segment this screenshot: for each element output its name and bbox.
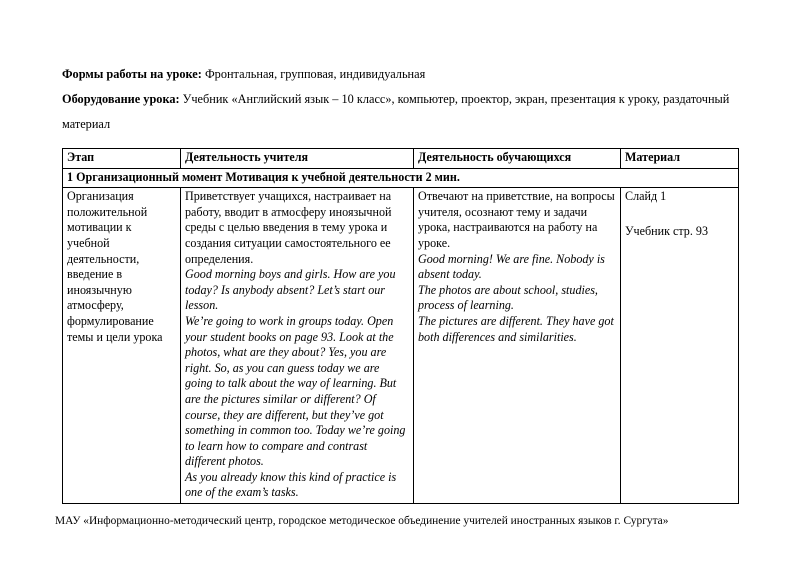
equipment-line [62, 87, 738, 137]
column-header-teacher-activity: Деятельность учителя [181, 149, 414, 169]
column-header-material: Материал [621, 149, 739, 169]
table-header-row [63, 149, 739, 169]
teacher-english-greeting: Good morning boys and girls. How are you today? Is anybody absent? Let’s start our lesson. [185, 267, 396, 313]
material-slide: Слайд 1 [625, 189, 667, 204]
material-textbook: Учебник стр. 93 [625, 223, 708, 238]
document-page [55, 0, 738, 566]
student-russian-text: Отвечают на приветствие, на вопросы учителя, осознают тему и задачи урока, настраиваются на работу на уроке. [418, 189, 615, 250]
forms-of-work-line [62, 62, 738, 87]
section-title-cell: 1 Организационный момент Мотивация к учебной деятельности 2 мин. [63, 168, 739, 188]
forms-of-work-value: Фронтальная, групповая, индивидуальная [201, 67, 426, 81]
lesson-meta-block [62, 0, 738, 137]
student-english-differences: The pictures are different. They have got both differences and similarities. [418, 313, 614, 344]
student-english-greeting: Good morning! We are fine. Nobody is absent today. [418, 251, 605, 282]
table-section-title-row [63, 168, 739, 188]
cell-student-activity [414, 188, 621, 504]
teacher-russian-text: Приветствует учащихся, настраивает на работу, вводит в атмосферу иноязычной среды с целью введения в тему урока и создания ситуации самостоятельного ее определения. [185, 189, 392, 266]
lesson-plan-table [62, 148, 739, 504]
column-header-stage: Этап [63, 149, 181, 169]
cell-teacher-activity [181, 188, 414, 504]
page-footer: МАУ «Информационно-методический центр, городское методическое объединение учителей иностранных языков г. Сургута» [55, 515, 669, 528]
cell-stage [63, 188, 181, 504]
teacher-english-exam-note: As you already know this kind of practice is one of the exam’s tasks. [185, 469, 397, 500]
equipment-value: Учебник «Английский язык – 10 класс», компьютер, проектор, экран, презентация к уроку, раздаточный материал [62, 92, 730, 131]
stage-text: Организация положительной мотивации к учебной деятельности, введение в иноязычную атмосферу, формулирование темы и цели урока [67, 189, 163, 344]
table-row [63, 188, 739, 504]
forms-of-work-label: Формы работы на уроке: [62, 67, 202, 81]
column-header-student-activity: Деятельность обучающихся [414, 149, 621, 169]
equipment-label: Оборудование урока: [62, 92, 180, 106]
cell-material [621, 188, 739, 504]
teacher-english-instructions: We’re going to work in groups today. Open your student books on page 93. Look at the photos, what are they about? Yes, you are right. So, as you can guess today we are going to talk about the way of learning. But are the pictures similar or different? Of course, they are different, but they’ve got something in common too. Today we’re going to learn how to compare and contrast different photos. [185, 313, 406, 469]
student-english-photos: The photos are about school, studies, process of learning. [418, 282, 598, 313]
